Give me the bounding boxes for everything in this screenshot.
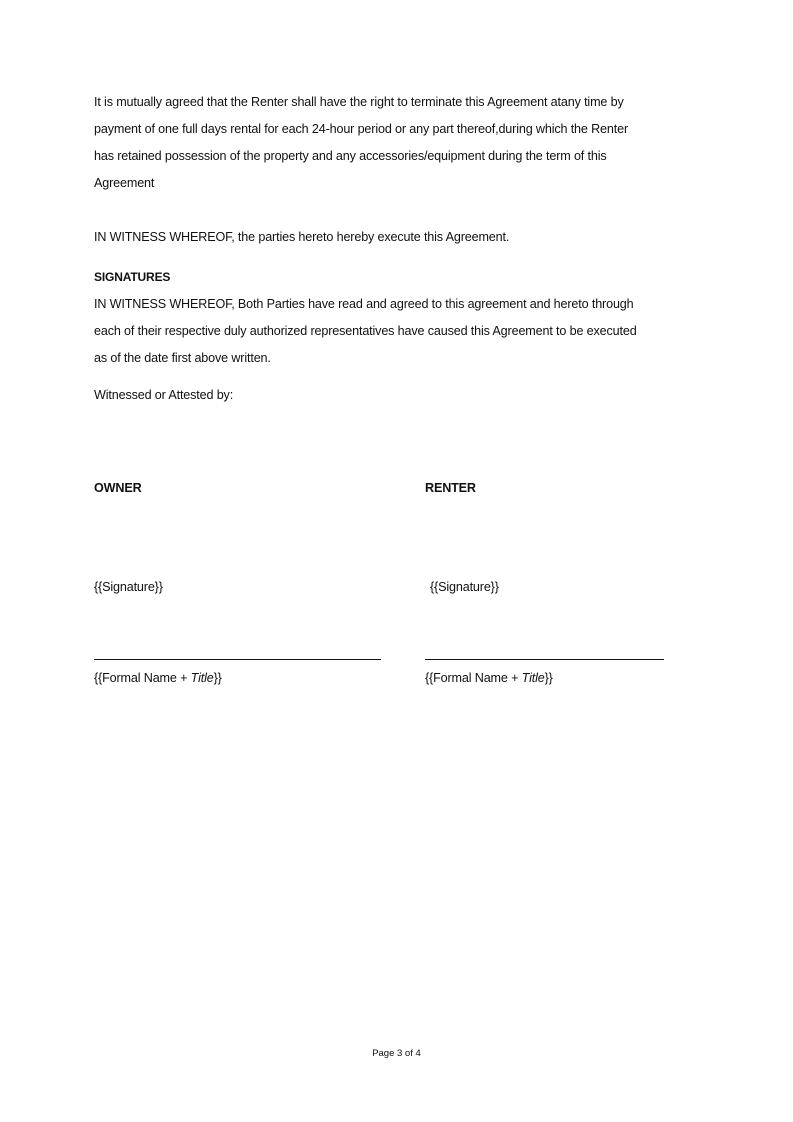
- owner-name-prefix: {{Formal Name +: [94, 671, 191, 685]
- renter-title-text: Title: [521, 671, 545, 685]
- renter-label: RENTER: [425, 481, 476, 495]
- owner-title-text: Title: [190, 671, 214, 685]
- signatures-line-3: as of the date first above written.: [94, 351, 271, 365]
- owner-signature-field[interactable]: {{Signature}}: [94, 580, 163, 594]
- witness-statement: IN WITNESS WHEREOF, the parties hereto hereby execute this Agreement.: [94, 230, 510, 244]
- owner-label: OWNER: [94, 481, 142, 495]
- renter-name-suffix: }}: [544, 671, 553, 685]
- page-number: Page 3 of 4: [372, 1048, 421, 1059]
- termination-paragraph: [94, 89, 694, 197]
- witnessed-label: Witnessed or Attested by:: [94, 388, 234, 402]
- signatures-line-2: each of their respective duly authorized representatives have caused this Agreement to be executed: [94, 324, 637, 338]
- termination-line-3: has retained possession of the property and any accessories/equipment during the term of this: [94, 149, 607, 163]
- signatures-line-1: IN WITNESS WHEREOF, Both Parties have read and agreed to this agreement and hereto through: [94, 297, 634, 311]
- renter-signature-field[interactable]: {{Signature}}: [430, 580, 499, 594]
- termination-line-1: It is mutually agreed that the Renter shall have the right to terminate this Agreement atany time by: [94, 95, 624, 109]
- owner-signature-line: [94, 659, 381, 660]
- renter-name-prefix: {{Formal Name +: [425, 671, 522, 685]
- signatures-paragraph: [94, 291, 694, 372]
- renter-name-title[interactable]: [425, 671, 553, 685]
- owner-name-title[interactable]: [94, 671, 222, 685]
- owner-name-suffix: }}: [213, 671, 222, 685]
- signatures-heading: SIGNATURES: [94, 270, 171, 284]
- termination-line-2: payment of one full days rental for each 24-hour period or any part thereof,during which the Renter: [94, 122, 628, 136]
- renter-signature-line: [425, 659, 664, 660]
- termination-line-4: Agreement: [94, 176, 155, 190]
